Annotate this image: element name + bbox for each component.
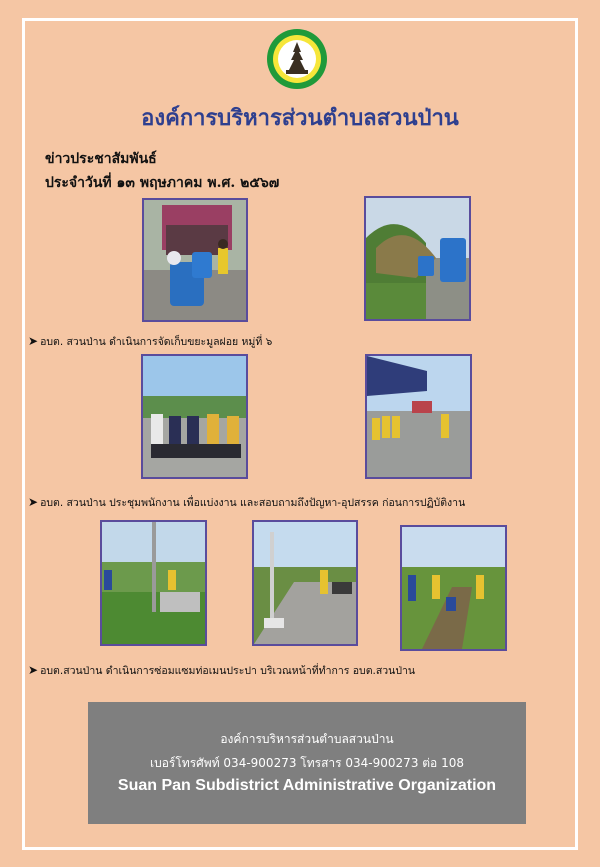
arrow-bullet-icon: ➤ — [28, 334, 39, 348]
photo-staff-meeting-2 — [365, 354, 472, 479]
photo-staff-meeting-1 — [141, 354, 248, 479]
caption-2-text: อบต. สวนป่าน ประชุมพนักงาน เพื่อแบ่งงาน และสอบถามถึงปัญหา-อุปสรรค ก่อนการปฏิบัติงาน — [40, 497, 466, 509]
caption-2 — [28, 494, 465, 511]
footer-contact-box — [88, 702, 526, 824]
org-title: องค์การบริหารส่วนตำบลสวนป่าน — [141, 105, 459, 131]
footer-org-name: องค์การบริหารส่วนตำบลสวนป่าน — [220, 732, 394, 746]
news-date: ประจำวันที่ ๑๓ พฤษภาคม พ.ศ. ๒๕๖๗ — [45, 175, 280, 191]
photo-pipe-repair-1 — [100, 520, 207, 646]
caption-1-text: อบต. สวนป่าน ดำเนินการจัดเก็บขยะมูลฝอย หมู่ที่ ๖ — [40, 336, 273, 348]
photo-pipe-repair-2 — [252, 520, 358, 646]
arrow-bullet-icon: ➤ — [28, 663, 39, 677]
caption-3 — [28, 662, 415, 679]
caption-3-text: อบต.สวนป่าน ดำเนินการซ่อมแซมท่อเมนประปา บริเวณหน้าที่ทำการ อบต.สวนป่าน — [40, 665, 416, 677]
photo-pipe-repair-3 — [400, 525, 507, 651]
caption-1 — [28, 333, 272, 350]
news-label: ข่าวประชาสัมพันธ์ — [45, 151, 157, 167]
arrow-bullet-icon: ➤ — [28, 495, 39, 509]
photo-garbage-truck — [142, 198, 248, 322]
footer-english-name: Suan Pan Subdistrict Administrative Organization — [117, 777, 497, 794]
photo-garbage-bins — [364, 196, 471, 321]
footer-phone: เบอร์โทรศัพท์ 034-900273 โทรสาร 034-900273 ต่อ 108 — [150, 756, 464, 770]
org-logo — [266, 28, 328, 90]
